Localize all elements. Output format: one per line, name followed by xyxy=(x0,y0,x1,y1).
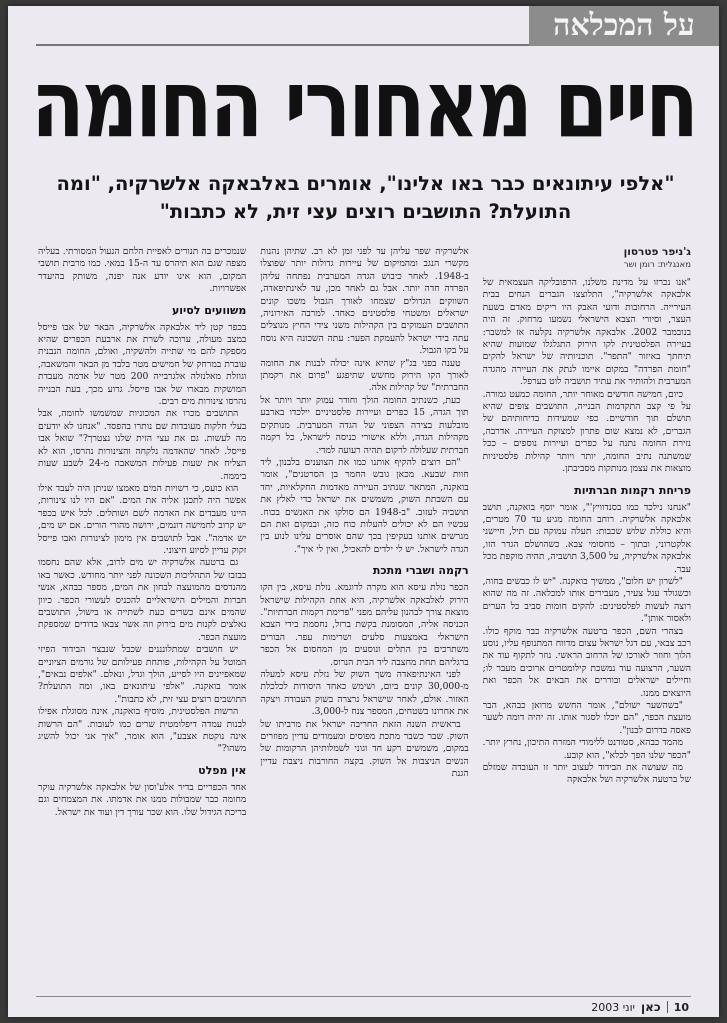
page-number: 10 xyxy=(673,1000,689,1014)
article-paragraph: הרשות הפלסטינית, מוסיף בואקנה, אינה מסוגלת אפילו לבנות עמדה דיפלומטית שרים כמו לעובות. "הם הרשות אינה נוקטת אצבע", הוא אומר, "איך אני יכול להשיג משהו?" xyxy=(38,706,247,755)
page-footer xyxy=(591,999,689,1015)
article-paragraph: אלשרקיה שפר עליהן עד לפני זמן לא רב. שתיהן נהנות מקשרי הנגב ומהמיקום של עיירות גדולות יותר שפוצלו ב-1948. לאחר כיבוש הגדה המערבית נפתחה עליהן הפרדה חדה יותר. אבל גם לאחר מכן, עד לאינתיפאדה, השווקים הגדולים שצמחו לאורך הגבול משכו קונים ישראלים ומשטחי פלסטינים כאחד. למרבה האירוניה, התושבים העמוקים בין הקהילות משני צידי החיץ מנוצלים עתה בידי ישראל להעמקת הפער: עתה השכונה היא נוסח על בקו הגבול. xyxy=(260,246,469,357)
article-paragraph: "בשהשער ישולם", אומר החשש מרואן כבהא, הבר מועצת הכפר, "הם יוכלו לסגור אותו. זה יהיה דומה לשער פאסה בדרום לבנון". xyxy=(482,700,691,736)
article-paragraph: גם ברטעה אלשרקיה יש מים לרוב, אלא שהם נחסמו בבזבז של התהליכות השכונה לפני יותר מחודש. כאשר באו מהנדסים מהמועצה לבחון את המים, מספר כבהא, אנשי חברות והמילים הישראליים להכניס לעשורי הכפר. כיוון שהמים אינם כשרים כעת לשתייה או בישול, התושבים נאלצים לקנות מים בירוק וזה אשר צבאו בדודים שמספקת מועצת הכפר. xyxy=(38,557,247,643)
footer-divider xyxy=(36,996,691,997)
article-paragraph: טענה בפני בג"ץ שהיא אינה יכולה לבנות את החומה לאורך הקו הירוק מחשש שתיפגע "פרום את רקמתן החברתית" של קהילות אלה. xyxy=(260,357,469,394)
article-paragraph: התושבים מכרו את המכוניות שמשמשו לחומה, אבל בעלי חלקות מעובדות שם נותרו בהפסד. "אנחנו לא יודעים מה לעשות. גם את עצי הזית שלנו נצטרך?" שואל אבו פייסל. לאחר שהאדמה נלקחה והצינורות נהרסו, הוא לא הצליח את שעות פעילות המשאבה מ-24 לשבע שעות ביממה. xyxy=(38,408,247,482)
article-paragraph: "אנו נכרזו על מדינת משלנו, הרפובליקה העצמאית של אלבאקה אלשרקיה", התלוצצו הגברים הנחים בבית העירייה. הרחובות ודועי האבק היו ריקים מאדם בשעת העצר, וסיורי הצבא הישראלי נשמעו מרחוק. זה היה בנובמבר 2002. אלבאקה אלשרקיה נקלעה אז למשבר: בעיירה הפלסטינית לקו הירוק התגלגלו שמועות שהיא תיחתך באיזור "התפר". תוכניותיה של ישראל להקים "חומת הפרדה" במקום איימו לנתק את העיירה מהגדה המערבית ולהותיר את עתיד תושביה לוט בערפל. xyxy=(482,277,691,388)
article-paragraph: אחד הכפריים בדיר אלע'וסון של אלבאקה אלשרקיה עוקר מחומה כבר שמבולות ממנו את אדמתו. את המצמחים וגם בריכת הגידול שלו. הוא שכר עורך דין ועוד את ישראל. xyxy=(38,781,247,818)
article-paragraph: בצהרי השם, הכפר ברטעה אלשרקיה כבר מוקף כולו. רכב צבאי, עם דגל ישראל עצום מדווח המתנופף עליו, נוסע הלוך וחוזר לאורכו של הרחוב הראשי. נוזר לתקוף עוד את השער, הרצועה עוד נמשכת קילומטרים ארוכים מעבר לו; וחיילים ישראלים ובוררים את הבאים אל הכפר ואת היוצאים ממנו. xyxy=(482,625,691,699)
byline-author: ג'ניפר פטרסון xyxy=(623,246,691,258)
section-heading: רקמה ושברי מתכת xyxy=(372,564,469,578)
article-paragraph: כעת, כשנתיב החומה הולך וחודר עמוק יותר ויותר אל תוך הגדה, 15 כפרים ועיירות פלסטיניים יילכדו בארבע מובלעות בצידה הצפוני של הגדה המערבית. מנותקים מקהילות הגדה, וללא אישורי כניסה לישראל, כל רקמה חברתית שעלולה לרקום תהיה רעועה למדי. xyxy=(260,394,469,456)
section-heading: פריחת רקמות חברתיות xyxy=(574,483,691,497)
article-paragraph: מהמד כבהא, סטודנט ללימודי המזרח התיכון, נחרץ יותר. "הכפר שלנו הפך לכלא", הוא קובע. xyxy=(482,737,691,761)
article-paragraph: מה שעושה את הבידוד לעצוב יותר זו העובדה שמזלם של ברטעה אלשרקיה ושל אלבאקה xyxy=(482,762,691,786)
footer-separator xyxy=(667,1001,668,1013)
article-paragraph: לפני האינתיפאדה משך השוק של נזלת עיסא למעלה מ-30,000 קונים ביום, ושימש כאחד היסודות לכלכלת האזור. אולם, לאחר שישראל נרצרה בשוק העבודה ויצקה את אחרונו בשטחים, המספר צנח ל-3,000. xyxy=(260,669,469,718)
article-paragraph: בראשית השנה הזאת החריבה ישראל את מרביתו של השוק. שבר כשבר מתכת מפוסים ומעמודים עדיין מפוזרים במקום, משמשים רקע חד וגוני לשמלותיהן הרקומות של הנשים הניצבות אל השוק. בקצה החורבות ניצבת עדיין הגנת xyxy=(260,718,469,780)
article-paragraph: כיום, חמישה חודשים מאוחר יותר, החומה כמעט גמורה. על פי קצב התקדמות הבנייה, התושבים צופים שהיא תושלם תוך חודשיים. כפי שמעידות בדיחותיהם של הגברים, לא נמצא שום פתרון למצוקת העיירה. אדרבה, נזירת החומה נתנה על כפרים ועיירות נוספים – ככל שמשתנה נתיב החומה, יותר ויותר קהילות פלסטיניות מוצאות את עצמן מנותקות מסביבתן. xyxy=(482,388,691,475)
article-paragraph: "הם רוצים להקיף אותנו כמו את הצוענים בלבנון, ליד חוות שבעא. מכאן גובש החמר בן הסרטנים", אומר בואקנה, המתאר שנתיב העיירה מאדמות החקלאיות, יחד עם השבתת השוק, משמשים את ישראל כדי לאלץ את תושביה לעזוב. "ב-1948 הם סולקו את האנשים בכוח. עכשיו הם לא יכולים להעלות כוח כזה, ובמקום זאת הם מגרשים אותנו בעקיפין בכך שהם אוסרים עלינו לנוע בין הגדה לישראל. יש לי ילדים להאכיל, ואין לי איך". xyxy=(260,456,469,555)
headline: חיים מאחורי החומה xyxy=(31,51,696,159)
issue-date: יוני 2003 xyxy=(591,1000,636,1014)
article-paragraph: "אנחנו נילכד כמו בסנדוויץ'", אומר יוסף בואקנה, תושב אלבאקה אלשרקיה. רוחב החומה מגיע עד 70 מטרים, והיא כוללת שלוש שכבות: תעלה עמוקה עם תיל, חיישני אלקטרוני, ובתוך – מחסומי צבא. כשהושלם הגדר הזו, אלבאקה אלשרקיה, על 3,500 תושביה, תהיה מוקפת מכל עבר. xyxy=(482,501,691,575)
article-column-left xyxy=(38,246,246,986)
article-paragraph: הוא כועס, כי רשויות המים מאמצו שניתן היה לעבד אילו אפשר היה לתכנן אליה את המים. "אם היו לנו צינורות, היינו מעבדים את האדמה לשם ושותלים. לכל איש בכפר יש קרוב לחמישה דונמים, ירושה מהורי הורים. אם יש מים, יש אדמה". אבל לתושבים אין מימון לצינורות ואבו פייסל זקוק עדיין לסיוע חיצוני. xyxy=(38,482,247,556)
article-column-middle xyxy=(260,246,468,986)
article-body xyxy=(38,246,691,986)
subheadline: "אלפי עיתונאים כבר באו אלינו", אומרים באלבאקה אלשרקיה, "ומה התועלת? התושבים רוצים עצי זית, לא כתבות" xyxy=(56,172,675,223)
byline-translator: מאנגלית: רומן ושר xyxy=(623,260,691,270)
section-heading: אין מפלט xyxy=(198,763,247,777)
article-paragraph: בכפר קטן ליד אלבאקה אלשרקיה, הבאר של אבו פייסל במצב מעולה, ערוכה לשרת את ארבעת הכפרים שהיא מספקת להם מי שתייה ולהשקיה, ואולם, החומה הנבנית עוברת במרחק של חמישים מטר בלבד מן הבאר והמשאבה, וגוזלת מאלנזלה אלגרבייה 200 מטר של אדמה מעבדת המושקית מבארו של אבו פייסל. גרוע מכך, בעת הבנייה נהרסו צינורות מים רבים. xyxy=(38,321,247,408)
section-heading: משוועים לסיוע xyxy=(171,303,247,317)
section-label: על המכלאה xyxy=(529,6,719,46)
article-paragraph: יש חושבים שמתלונננים שכבל שנבצר הבידוד הפיזי המוטל על הקהילות, פותחת פעילותם של גורמים הציוניים שמאפיינים היו לסייע, הולך וגדל, ונאלם. "אלפים נבאים", אומר בואקנה. "אלפי עיתונאים באו, ומה התועלת? התושבים רוצים עצי זית, לא כתבות". xyxy=(38,644,247,705)
magazine-page xyxy=(8,6,719,1017)
magazine-name: כאן xyxy=(641,1000,661,1014)
article-paragraph: "לשרון יש חלום", ממשיך בואקנה. "יש לו כבשים בחוה, וכשגולד עגל צעיר, מעבירים אותו למכלאה. זה מה שהוא רוצה לעשות לפלסטינים: להקים חומות סביב כל הערים ולאסור אותן". xyxy=(482,575,691,625)
article-paragraph: שנמכרים בה תנורים לאפיית הלחם הנעול המסורתי. בעליה מצפה שגם הוא תיהרס עד ה-15 במאי. כמו מרבית תושבי המקום, הוא אינו יודע אנה יפנה, משותק בהיעדר אפשרויות. xyxy=(38,246,247,295)
article-paragraph: הכפר נזלת עיסא הוא מקרה לדוגמא. נזלת עיסא, בין הקו הירוק לאלבאקה אלשרקיה, היא אחת הקהילות שישראל מוצאת צורך לבהנון עליהם מפני "פרימת רקמות חברתיות". הכניסה אליה, המסומנת בקשת ברזל, נחסמת בידי הצבא הישראלי באמצעות סלעים ושרימות עפר. הבורים משתרכים בין התלים ונוסעים מן המחסום אל הכפר ברגליהם תחת מחצבה ליד הבית הנרוס. xyxy=(260,582,469,668)
article-column-right xyxy=(483,246,691,986)
